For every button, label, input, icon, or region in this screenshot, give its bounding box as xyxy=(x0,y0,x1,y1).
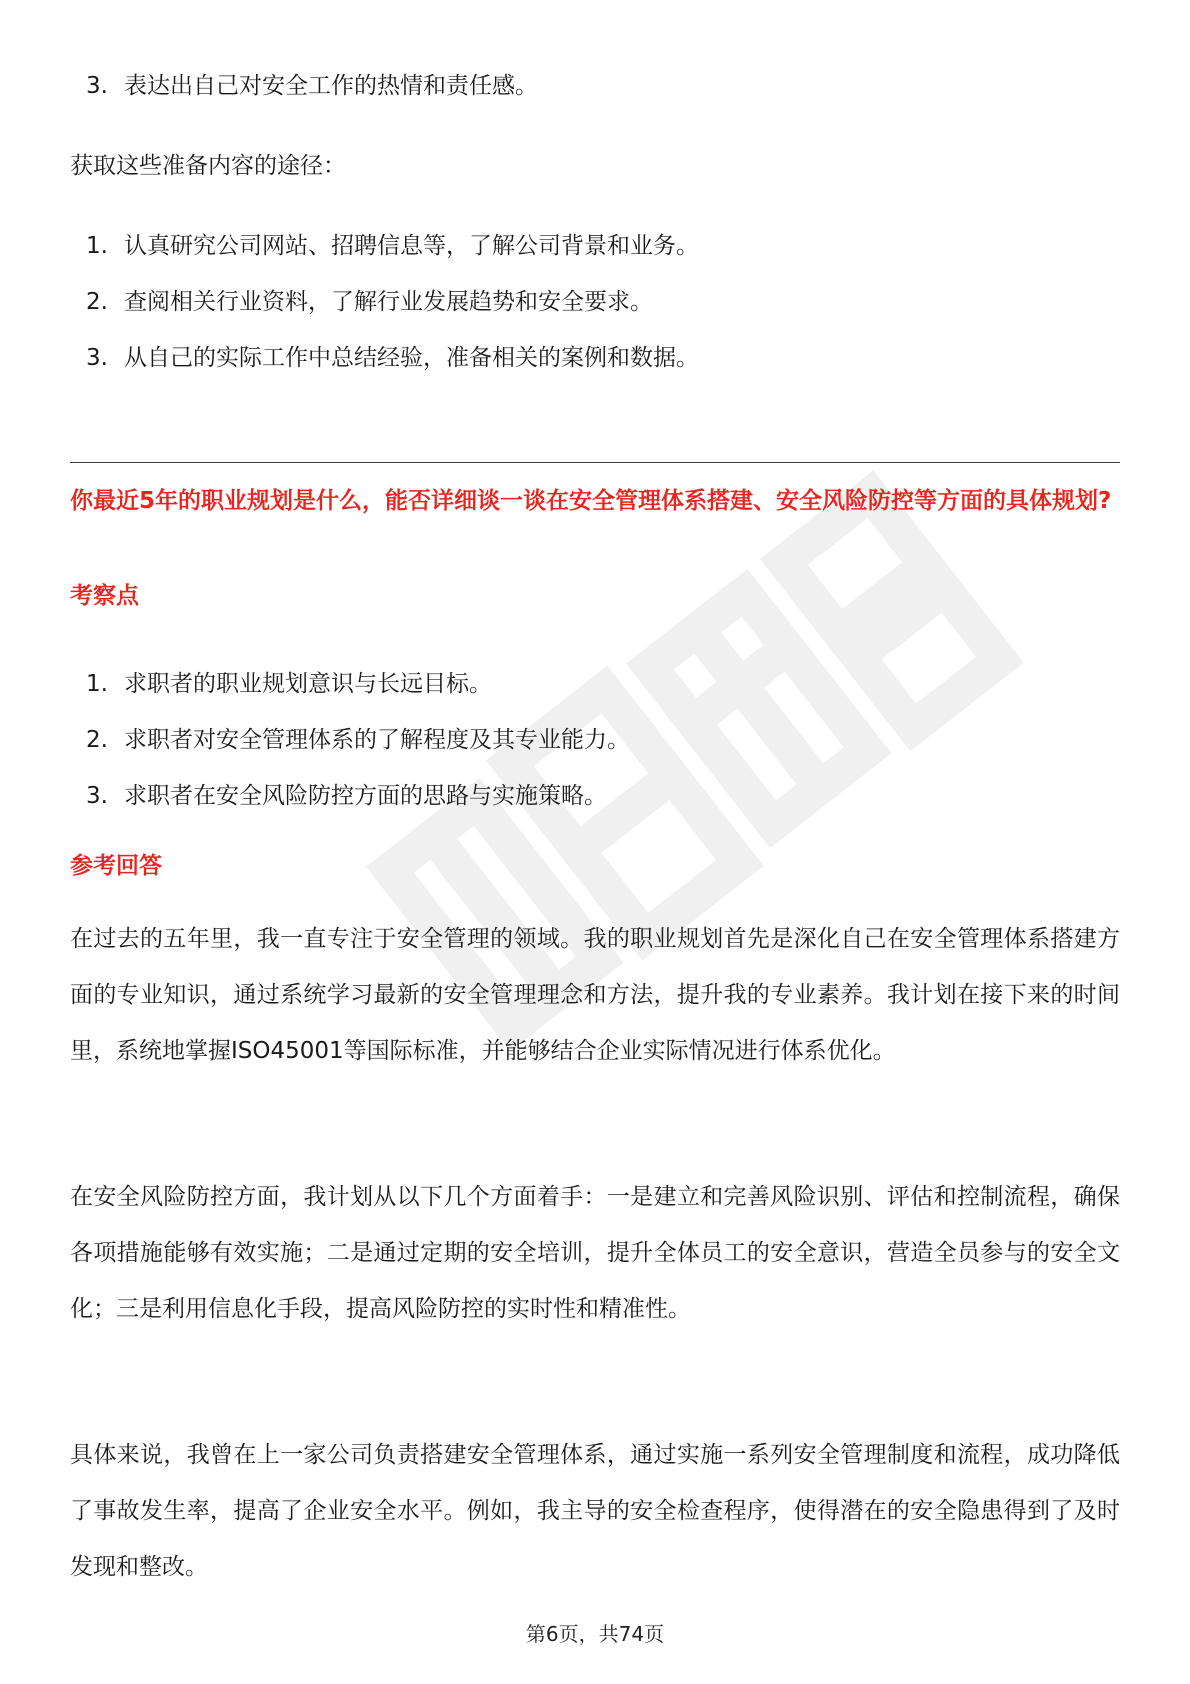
interview-question: 你最近5年的职业规划是什么，能否详细谈一谈在安全管理体系搭建、安全风险防控等方面的具体规划? xyxy=(70,488,1112,514)
list-text: 求职者的职业规划意识与长远目标。 xyxy=(124,671,492,697)
answer-paragraph-1: 在过去的五年里，我一直专注于安全管理的领域。我的职业规划首先是深化自己在安全管理体系搭建方面的专业知识，通过系统学习最新的安全管理理念和方法，提升我的专业素养。我计划在接下来的时间里，系统地掌握ISO45001等国际标准，并能够结合企业实际情况进行体系优化。 xyxy=(70,926,1120,1064)
list-item xyxy=(82,58,1112,114)
list-item xyxy=(82,330,1112,386)
answer-paragraph-2: 在安全风险防控方面，我计划从以下几个方面着手：一是建立和完善风险识别、评估和控制流程，确保各项措施能够有效实施；二是通过定期的安全培训，提升全体员工的安全意识，营造全员参与的安全文化；三是利用信息化手段，提高风险防控的实时性和精准性。 xyxy=(70,1184,1120,1322)
answer-heading: 参考回答 xyxy=(70,853,162,879)
focus-list xyxy=(82,656,1112,824)
section-divider xyxy=(70,462,1120,463)
list-number: 3. xyxy=(86,783,108,809)
list-number: 3. xyxy=(86,345,108,371)
list-text: 求职者在安全风险防控方面的思路与实施策略。 xyxy=(124,783,607,809)
preparation-list xyxy=(82,58,1112,114)
list-text: 表达出自己对安全工作的热情和责任感。 xyxy=(124,73,538,99)
list-text: 认真研究公司网站、招聘信息等，了解公司背景和业务。 xyxy=(124,233,699,259)
answer-paragraph-3: 具体来说，我曾在上一家公司负责搭建安全管理体系，通过实施一系列安全管理制度和流程，成功降低了事故发生率，提高了企业安全水平。例如，我主导的安全检查程序，使得潜在的安全隐患得到了及时发现和整改。 xyxy=(70,1442,1120,1580)
list-item xyxy=(82,768,1112,824)
list-number: 2. xyxy=(86,289,108,315)
ways-list xyxy=(82,218,1112,386)
list-text: 从自己的实际工作中总结经验，准备相关的案例和数据。 xyxy=(124,345,699,371)
list-number: 1. xyxy=(86,233,108,259)
list-text: 查阅相关行业资料，了解行业发展趋势和安全要求。 xyxy=(124,289,653,315)
list-item xyxy=(82,712,1112,768)
list-number: 3. xyxy=(86,73,108,99)
list-text: 求职者对安全管理体系的了解程度及其专业能力。 xyxy=(124,727,630,753)
list-number: 1. xyxy=(86,671,108,697)
list-item xyxy=(82,218,1112,274)
ways-intro: 获取这些准备内容的途径： xyxy=(70,153,346,179)
focus-heading: 考察点 xyxy=(70,583,139,609)
page-number: 第6页，共74页 xyxy=(525,1622,665,1646)
list-item xyxy=(82,656,1112,712)
list-number: 2. xyxy=(86,727,108,753)
list-item xyxy=(82,274,1112,330)
